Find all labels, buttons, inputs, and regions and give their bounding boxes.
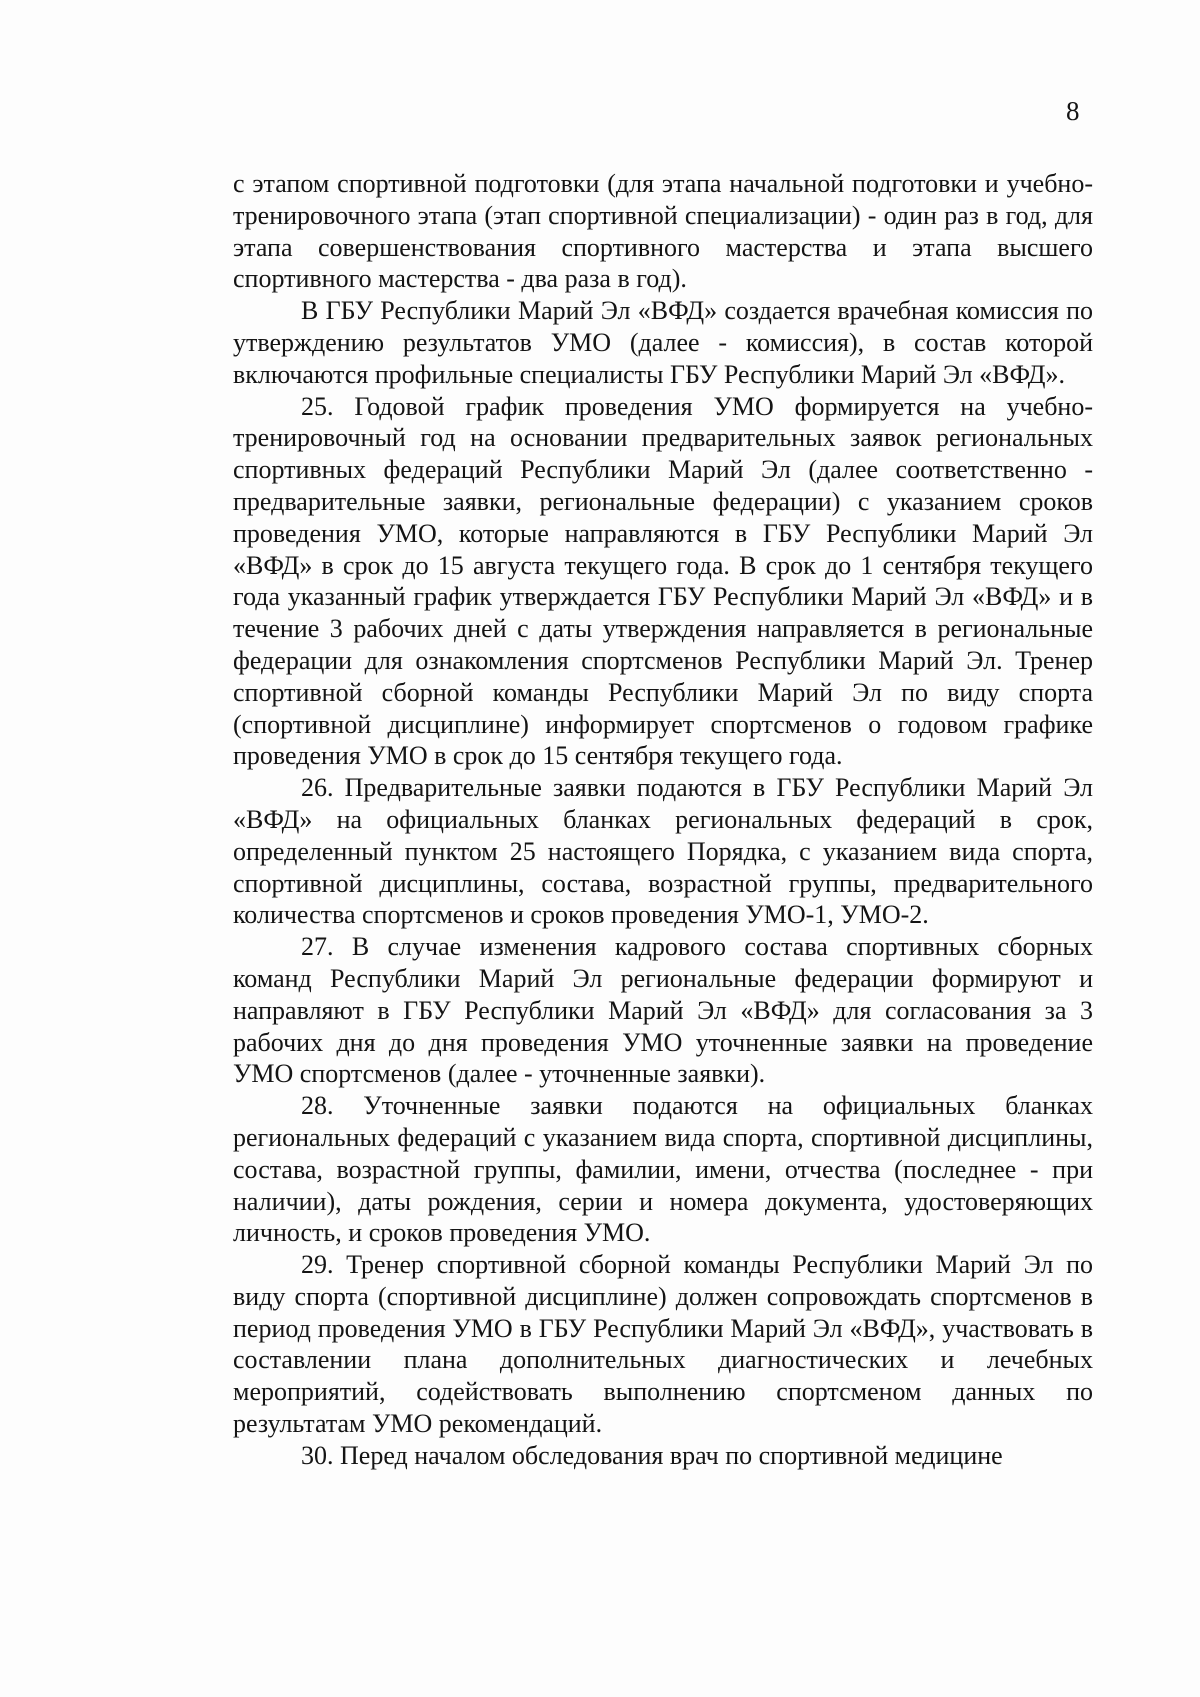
- paragraph-item-25: 25. Годовой график проведения УМО формируется на учебно-тренировочный год на основании предварительных заявок региональных спортивных федераций Республики Марий Эл (далее соответственно - предварительные заявки, региональные федерации) с указанием сроков проведения УМО, которые направляются в ГБУ Республики Марий Эл «ВФД» в срок до 15 августа текущего года. В срок до 1 сентября текущего года указанный график утверждается ГБУ Республики Марий Эл «ВФД» и в течение 3 рабочих дней с даты утверждения направляется в региональные федерации для ознакомления спортсменов Республики Марий Эл. Тренер спортивной сборной команды Республики Марий Эл по виду спорта (спортивной дисциплине) информирует спортсменов о годовом графике проведения УМО в срок до 15 сентября текущего года.: [233, 391, 1093, 771]
- paragraph-item-27: 27. В случае изменения кадрового состава спортивных сборных команд Республики Марий Эл региональные федерации формируют и направляют в ГБУ Республики Марий Эл «ВФД» для согласования за 3 рабочих дня до дня проведения УМО уточненные заявки на проведение УМО спортсменов (далее - уточненные заявки).: [233, 932, 1093, 1089]
- paragraph-commission: В ГБУ Республики Марий Эл «ВФД» создается врачебная комиссия по утверждению результатов УМО (далее - комиссия), в состав которой включаются профильные специалисты ГБУ Республики Марий Эл «ВФД».: [233, 296, 1093, 389]
- paragraph-item-30: 30. Перед началом обследования врач по спортивной медицине: [301, 1440, 1003, 1470]
- paragraph-item-26: 26. Предварительные заявки подаются в ГБУ Республики Марий Эл «ВФД» на официальных бланках региональных федераций в срок, определенный пунктом 25 настоящего Порядка, с указанием вида спорта, спортивной дисциплины, состава, возрастной группы, предварительного количества спортсменов и сроков проведения УМО-1, УМО-2.: [233, 773, 1093, 930]
- paragraph-continuation: с этапом спортивной подготовки (для этапа начальной подготовки и учебно- тренировочного этапа (этап спортивной специализации) - один раз в год, для этапа совершенствования спортивного мастерства и этапа высшего спортивного мастерства - два раза в год).: [233, 169, 1093, 294]
- paragraph-item-29: 29. Тренер спортивной сборной команды Республики Марий Эл по виду спорта (спортивной дисциплине) должен сопровождать спортсменов в период проведения УМО в ГБУ Республики Марий Эл «ВФД», участвовать в составлении плана дополнительных диагностических и лечебных мероприятий, содействовать выполнению спортсменом данных по результатам УМО рекомендаций.: [233, 1250, 1093, 1439]
- page-number: 8: [1066, 96, 1080, 126]
- document-body: [233, 168, 1093, 1472]
- paragraph-item-28: 28. Уточненные заявки подаются на официальных бланках региональных федераций с указанием вида спорта, спортивной дисциплины, состава, возрастной группы, фамилии, имени, отчества (последнее - при наличии), даты рождения, серии и номера документа, удостоверяющих личность, и сроков проведения УМО.: [233, 1091, 1093, 1248]
